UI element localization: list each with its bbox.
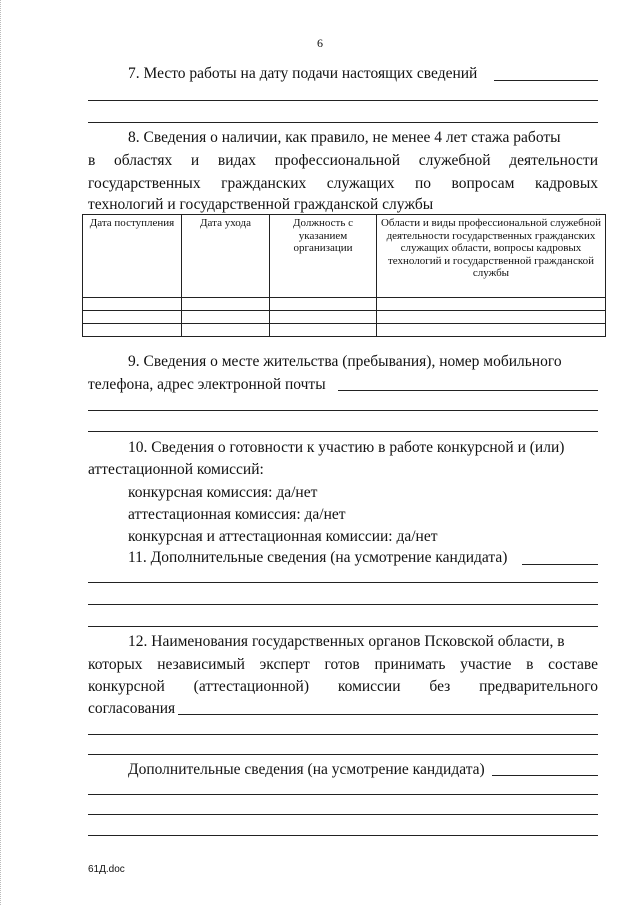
additional-info-field-line-2[interactable]	[88, 794, 598, 795]
section-12-field[interactable]	[178, 714, 598, 715]
section-10-line-1: 10. Сведения о готовности к участию в работе конкурсной и (или)	[128, 439, 565, 456]
section-9-field-line-2[interactable]	[88, 410, 598, 411]
option-both-commissions[interactable]: конкурсная и аттестационная комиссии: да/нет	[128, 528, 438, 545]
footer-filename: 61Д.doc	[88, 864, 125, 875]
table-header-row	[83, 215, 606, 298]
section-12-field-line-2[interactable]	[88, 734, 598, 735]
table-row	[83, 311, 606, 324]
table-header-cell: Дата поступления	[83, 215, 182, 298]
table-header-cell: Дата ухода	[182, 215, 270, 298]
table-cell[interactable]	[377, 324, 606, 337]
table-cell[interactable]	[377, 311, 606, 324]
table-cell[interactable]	[182, 311, 270, 324]
section-11-field-line-2[interactable]	[88, 582, 598, 583]
section-12-field-line-3[interactable]	[88, 754, 598, 755]
additional-info-field-line-4[interactable]	[88, 835, 598, 836]
table-cell[interactable]	[182, 324, 270, 337]
table-cell[interactable]	[270, 298, 377, 311]
page-number: 6	[317, 36, 323, 50]
option-competition-commission[interactable]: конкурсная комиссия: да/нет	[128, 484, 318, 501]
table-cell[interactable]	[83, 324, 182, 337]
section-11-field-line-4[interactable]	[88, 626, 598, 627]
option-attestation-commission[interactable]: аттестационная комиссия: да/нет	[128, 506, 346, 523]
section-7-label: 7. Место работы на дату подачи настоящих сведений	[128, 65, 478, 82]
experience-table	[82, 214, 606, 337]
table-cell[interactable]	[83, 298, 182, 311]
section-7-field[interactable]	[494, 80, 598, 81]
table-cell[interactable]	[270, 311, 377, 324]
section-12-line-1: 12. Наименования государственных органов Псковской области, в	[128, 633, 565, 650]
section-12-line-3: конкурсной (аттестационной) комиссии без предварительного	[88, 678, 598, 695]
section-8-line-2: в областях и видах профессиональной служебной деятельности	[88, 152, 598, 169]
section-11-field-line-3[interactable]	[88, 604, 598, 605]
table-header-cell: Должность с указанием организации	[270, 215, 377, 298]
section-10-line-2: аттестационной комиссий:	[88, 461, 264, 478]
section-8-line-4: технологий и государственной гражданской службы	[88, 196, 434, 213]
section-8-line-1: 8. Сведения о наличии, как правило, не менее 4 лет стажа работы	[128, 129, 561, 146]
table-row	[83, 324, 606, 337]
section-7-field-line-3[interactable]	[88, 122, 598, 123]
section-9-field[interactable]	[338, 390, 598, 391]
section-11-field[interactable]	[522, 564, 598, 565]
section-8-line-3: государственных гражданских служащих по вопросам кадровых	[88, 175, 598, 192]
additional-info-field-line-3[interactable]	[88, 814, 598, 815]
table-cell[interactable]	[270, 324, 377, 337]
section-9-field-line-3[interactable]	[88, 431, 598, 432]
table-header-cell: Области и виды профессиональной служебной деятельности государственных гражданских служащих области, вопросы кадровых технологий и государственной гражданской службы	[377, 215, 606, 298]
section-9-line-2: телефона, адрес электронной почты	[88, 376, 326, 393]
table-cell[interactable]	[377, 298, 606, 311]
section-12-line-4: согласования	[88, 700, 176, 717]
table-cell[interactable]	[182, 298, 270, 311]
table-cell[interactable]	[83, 311, 182, 324]
section-12-line-2: которых независимый эксперт готов принимать участие в составе	[88, 656, 598, 673]
section-7-field-line-2[interactable]	[88, 100, 598, 101]
additional-info-field[interactable]	[492, 775, 598, 776]
section-9-line-1: 9. Сведения о месте жительства (пребывания), номер мобильного	[128, 353, 562, 370]
section-11-label: 11. Дополнительные сведения (на усмотрение кандидата)	[128, 549, 508, 566]
table-row	[83, 298, 606, 311]
scan-edge	[0, 0, 7, 905]
additional-info-label: Дополнительные сведения (на усмотрение кандидата)	[128, 761, 485, 778]
